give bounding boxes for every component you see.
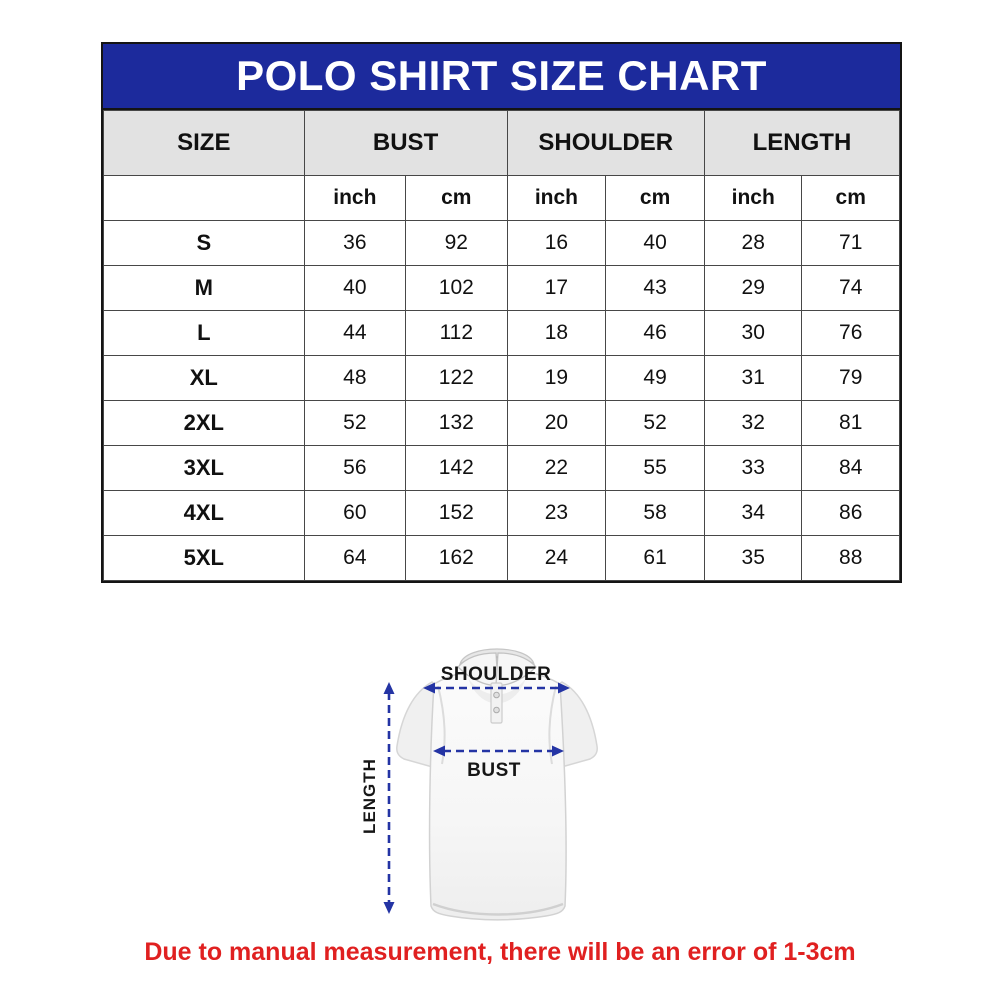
table-row [104, 266, 900, 311]
measurement-value-cell: 31 [704, 356, 802, 401]
measurement-value-cell: 52 [304, 401, 405, 446]
measurement-value-cell: 55 [606, 446, 705, 491]
table-row [104, 356, 900, 401]
table-row [104, 311, 900, 356]
measurement-value-cell: 30 [704, 311, 802, 356]
measurement-value-cell: 64 [304, 536, 405, 581]
measurement-value-cell: 81 [802, 401, 900, 446]
chart-title: POLO SHIRT SIZE CHART [236, 52, 767, 99]
size-label-cell: 2XL [104, 401, 305, 446]
table-row [104, 536, 900, 581]
measurement-value-cell: 43 [606, 266, 705, 311]
measurement-error-note: Due to manual measurement, there will be an error of 1-3cm [144, 938, 856, 966]
measurement-value-cell: 162 [406, 536, 507, 581]
measurement-value-cell: 20 [507, 401, 606, 446]
measurement-value-cell: 16 [507, 221, 606, 266]
measurement-value-cell: 19 [507, 356, 606, 401]
placket-button [494, 692, 500, 698]
unit-label: cm [606, 176, 705, 221]
measurement-value-cell: 60 [304, 491, 405, 536]
size-table-body [104, 221, 900, 581]
measurement-value-cell: 17 [507, 266, 606, 311]
size-label-cell: L [104, 311, 305, 356]
measurement-value-cell: 18 [507, 311, 606, 356]
measurement-value-cell: 52 [606, 401, 705, 446]
bust-label: BUST [467, 760, 521, 781]
length-label: LENGTH [360, 758, 379, 834]
measurement-value-cell: 33 [704, 446, 802, 491]
size-label-cell: M [104, 266, 305, 311]
measurement-value-cell: 112 [406, 311, 507, 356]
measurement-value-cell: 56 [304, 446, 405, 491]
measurement-value-cell: 88 [802, 536, 900, 581]
size-label-cell: 3XL [104, 446, 305, 491]
size-label-cell: 4XL [104, 491, 305, 536]
column-header-length: LENGTH [704, 111, 899, 176]
measurement-value-cell: 61 [606, 536, 705, 581]
table-row [104, 401, 900, 446]
measurement-value-cell: 36 [304, 221, 405, 266]
measurement-value-cell: 44 [304, 311, 405, 356]
size-table [103, 110, 900, 581]
measurement-value-cell: 28 [704, 221, 802, 266]
measurement-value-cell: 142 [406, 446, 507, 491]
length-arrow-top-head [384, 682, 395, 694]
column-header-shoulder: SHOULDER [507, 111, 704, 176]
measurement-value-cell: 86 [802, 491, 900, 536]
length-measurement [360, 682, 395, 914]
table-row [104, 221, 900, 266]
measurement-value-cell: 34 [704, 491, 802, 536]
measurement-value-cell: 74 [802, 266, 900, 311]
table-row [104, 491, 900, 536]
measurement-value-cell: 152 [406, 491, 507, 536]
placket-button [494, 707, 500, 713]
measurement-value-cell: 122 [406, 356, 507, 401]
measurement-value-cell: 40 [606, 221, 705, 266]
measurement-value-cell: 23 [507, 491, 606, 536]
chart-title-bar [103, 44, 900, 110]
measurement-value-cell: 58 [606, 491, 705, 536]
unit-label: cm [406, 176, 507, 221]
table-units-row [104, 176, 900, 221]
shoulder-label: SHOULDER [440, 664, 552, 685]
measurement-value-cell: 48 [304, 356, 405, 401]
measurement-value-cell: 32 [704, 401, 802, 446]
measurement-value-cell: 102 [406, 266, 507, 311]
length-arrow-bottom-head [384, 902, 395, 914]
size-chart-panel [101, 42, 902, 583]
measurement-value-cell: 76 [802, 311, 900, 356]
measurement-value-cell: 24 [507, 536, 606, 581]
unit-label: inch [507, 176, 606, 221]
column-header-bust: BUST [304, 111, 507, 176]
units-empty-cell [104, 176, 305, 221]
polo-shirt-measurement-diagram [348, 626, 670, 944]
unit-label: inch [304, 176, 405, 221]
measurement-value-cell: 46 [606, 311, 705, 356]
measurement-value-cell: 22 [507, 446, 606, 491]
table-row [104, 446, 900, 491]
size-label-cell: S [104, 221, 305, 266]
unit-label: inch [704, 176, 802, 221]
measurement-value-cell: 84 [802, 446, 900, 491]
size-label-cell: XL [104, 356, 305, 401]
measurement-value-cell: 35 [704, 536, 802, 581]
unit-label: cm [802, 176, 900, 221]
measurement-value-cell: 92 [406, 221, 507, 266]
measurement-value-cell: 71 [802, 221, 900, 266]
measurement-value-cell: 29 [704, 266, 802, 311]
measurement-value-cell: 49 [606, 356, 705, 401]
size-label-cell: 5XL [104, 536, 305, 581]
table-header-row [104, 111, 900, 176]
measurement-value-cell: 40 [304, 266, 405, 311]
measurement-value-cell: 79 [802, 356, 900, 401]
column-header-size: SIZE [104, 111, 305, 176]
measurement-value-cell: 132 [406, 401, 507, 446]
